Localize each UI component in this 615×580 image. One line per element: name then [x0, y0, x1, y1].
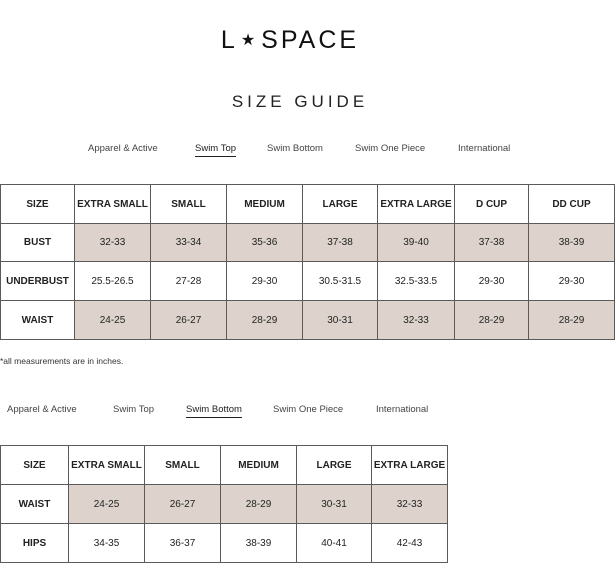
- table-cell: 39-40: [378, 224, 455, 262]
- brand-logo: [0, 26, 580, 55]
- table-row-bust: [1, 224, 615, 262]
- row-label: WAIST: [1, 301, 75, 340]
- header-cell: LARGE: [297, 446, 372, 485]
- table-cell: 32-33: [75, 224, 151, 262]
- tab-apparel-active[interactable]: Apparel & Active: [88, 143, 158, 154]
- tab-international[interactable]: International: [458, 143, 511, 154]
- table-cell: 34-35: [69, 524, 145, 563]
- swim-bottom-size-table: [0, 445, 448, 563]
- header-cell: LARGE: [303, 185, 378, 224]
- table-cell: 42-43: [372, 524, 448, 563]
- header-cell: EXTRA LARGE: [372, 446, 448, 485]
- table-cell: 26-27: [151, 301, 227, 340]
- table-cell: 40-41: [297, 524, 372, 563]
- table-cell: 32-33: [372, 485, 448, 524]
- table-row-waist: [1, 485, 448, 524]
- table-header-row: [1, 446, 448, 485]
- header-cell: MEDIUM: [221, 446, 297, 485]
- tab-swim-top[interactable]: Swim Top: [113, 404, 155, 415]
- header-cell: DD CUP: [529, 185, 615, 224]
- row-label: WAIST: [1, 485, 69, 524]
- table-cell: 28-29: [227, 301, 303, 340]
- table-cell: 24-25: [69, 485, 145, 524]
- table-cell: 32-33: [378, 301, 455, 340]
- measurement-note: *all measurements are in inches.: [0, 356, 124, 366]
- table-cell: 29-30: [227, 262, 303, 301]
- table-cell: 32.5-33.5: [378, 262, 455, 301]
- header-cell: MEDIUM: [227, 185, 303, 224]
- table-cell: 27-28: [151, 262, 227, 301]
- swim-top-size-table: [0, 184, 615, 340]
- table-cell: 29-30: [455, 262, 529, 301]
- table-cell: 37-38: [303, 224, 378, 262]
- table-cell: 29-30: [529, 262, 615, 301]
- tab-international[interactable]: International: [376, 404, 429, 415]
- header-cell: EXTRA SMALL: [69, 446, 145, 485]
- table-cell: 28-29: [455, 301, 529, 340]
- tab-swim-one-piece[interactable]: Swim One Piece: [355, 143, 426, 154]
- header-cell: SIZE: [1, 185, 75, 224]
- tab-swim-top[interactable]: Swim Top: [195, 143, 236, 157]
- table-cell: 28-29: [529, 301, 615, 340]
- tab-swim-one-piece[interactable]: Swim One Piece: [273, 404, 344, 415]
- row-label: UNDERBUST: [1, 262, 75, 301]
- header-cell: EXTRA SMALL: [75, 185, 151, 224]
- header-cell: D CUP: [455, 185, 529, 224]
- table-cell: 36-37: [145, 524, 221, 563]
- table-cell: 25.5-26.5: [75, 262, 151, 301]
- header-cell: EXTRA LARGE: [378, 185, 455, 224]
- table-cell: 37-38: [455, 224, 529, 262]
- top-tab-bar: [0, 143, 580, 157]
- row-label: HIPS: [1, 524, 69, 563]
- brand-logo-right: SPACE: [261, 26, 360, 54]
- table-row-hips: [1, 524, 448, 563]
- table-row-waist: [1, 301, 615, 340]
- table-cell: 33-34: [151, 224, 227, 262]
- page-title: SIZE GUIDE: [231, 92, 369, 111]
- table-cell: 35-36: [227, 224, 303, 262]
- table-cell: 24-25: [75, 301, 151, 340]
- header-cell: SIZE: [1, 446, 69, 485]
- table-cell: 30-31: [303, 301, 378, 340]
- table-cell: 38-39: [529, 224, 615, 262]
- table-cell: 30-31: [297, 485, 372, 524]
- table-row-underbust: [1, 262, 615, 301]
- bottom-tab-bar: [0, 404, 580, 418]
- table-cell: 28-29: [221, 485, 297, 524]
- tab-swim-bottom[interactable]: Swim Bottom: [267, 143, 323, 154]
- table-cell: 26-27: [145, 485, 221, 524]
- row-label: BUST: [1, 224, 75, 262]
- header-cell: SMALL: [145, 446, 221, 485]
- tab-swim-bottom[interactable]: Swim Bottom: [186, 404, 242, 418]
- tab-apparel-active[interactable]: Apparel & Active: [7, 404, 77, 415]
- star-icon: ★: [240, 32, 259, 49]
- table-cell: 38-39: [221, 524, 297, 563]
- brand-logo-left: L: [220, 26, 238, 54]
- table-cell: 30.5-31.5: [303, 262, 378, 301]
- header-cell: SMALL: [151, 185, 227, 224]
- table-header-row: [1, 185, 615, 224]
